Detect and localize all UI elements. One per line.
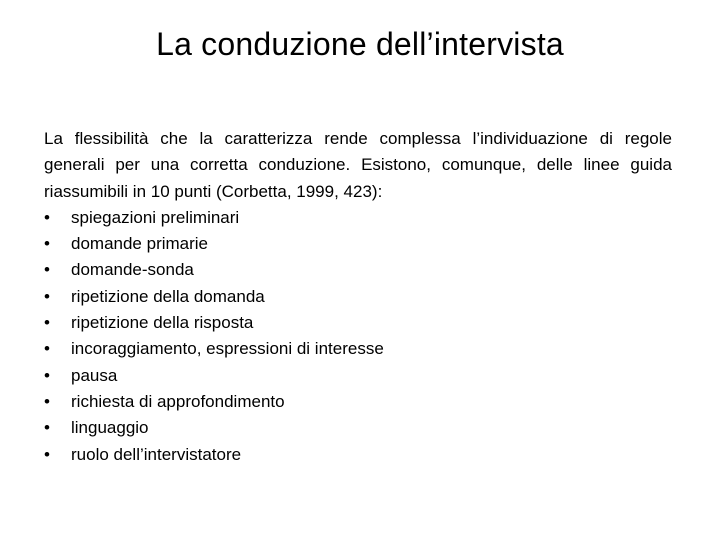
slide-body: [44, 126, 672, 468]
bullet-item: [44, 442, 672, 468]
bullet-text: domande primarie: [71, 234, 209, 254]
bullet-icon: •: [44, 365, 50, 385]
bullet-text: incoraggiamento, espressioni di interesse: [71, 339, 384, 359]
bullet-icon: •: [44, 391, 50, 411]
bullet-icon: •: [44, 234, 50, 254]
bullet-icon: •: [44, 418, 50, 438]
bullet-text: linguaggio: [71, 418, 149, 438]
bullet-item: [44, 389, 672, 415]
bullet-item: [44, 310, 672, 336]
bullet-list: [44, 205, 672, 468]
bullet-item: [44, 284, 672, 310]
intro-paragraph: La flessibilità che la caratterizza rende complessa l’individuazione di regole generali per una corretta conduzione. Esistono, comunque, delle linee guida riassumibili in 10 punti (Corbetta, 1999, 423):: [44, 129, 672, 201]
bullet-icon: •: [44, 339, 50, 359]
bullet-text: domande-sonda: [71, 260, 194, 280]
bullet-icon: •: [44, 444, 50, 464]
bullet-icon: •: [44, 207, 50, 227]
bullet-text: ruolo dell’intervistatore: [71, 444, 242, 464]
bullet-text: richiesta di approfondimento: [71, 391, 285, 411]
bullet-icon: •: [44, 286, 50, 306]
bullet-text: spiegazioni preliminari: [71, 207, 240, 227]
bullet-icon: •: [44, 260, 50, 280]
bullet-item: [44, 415, 672, 441]
bullet-item: [44, 231, 672, 257]
bullet-item: [44, 205, 672, 231]
bullet-icon: •: [44, 313, 50, 333]
bullet-item: [44, 363, 672, 389]
bullet-text: ripetizione della risposta: [71, 313, 254, 333]
bullet-item: [44, 336, 672, 362]
bullet-item: [44, 257, 672, 283]
bullet-text: pausa: [71, 365, 118, 385]
bullet-text: ripetizione della domanda: [71, 286, 265, 306]
slide-title: La conduzione dell’intervista: [156, 26, 564, 62]
